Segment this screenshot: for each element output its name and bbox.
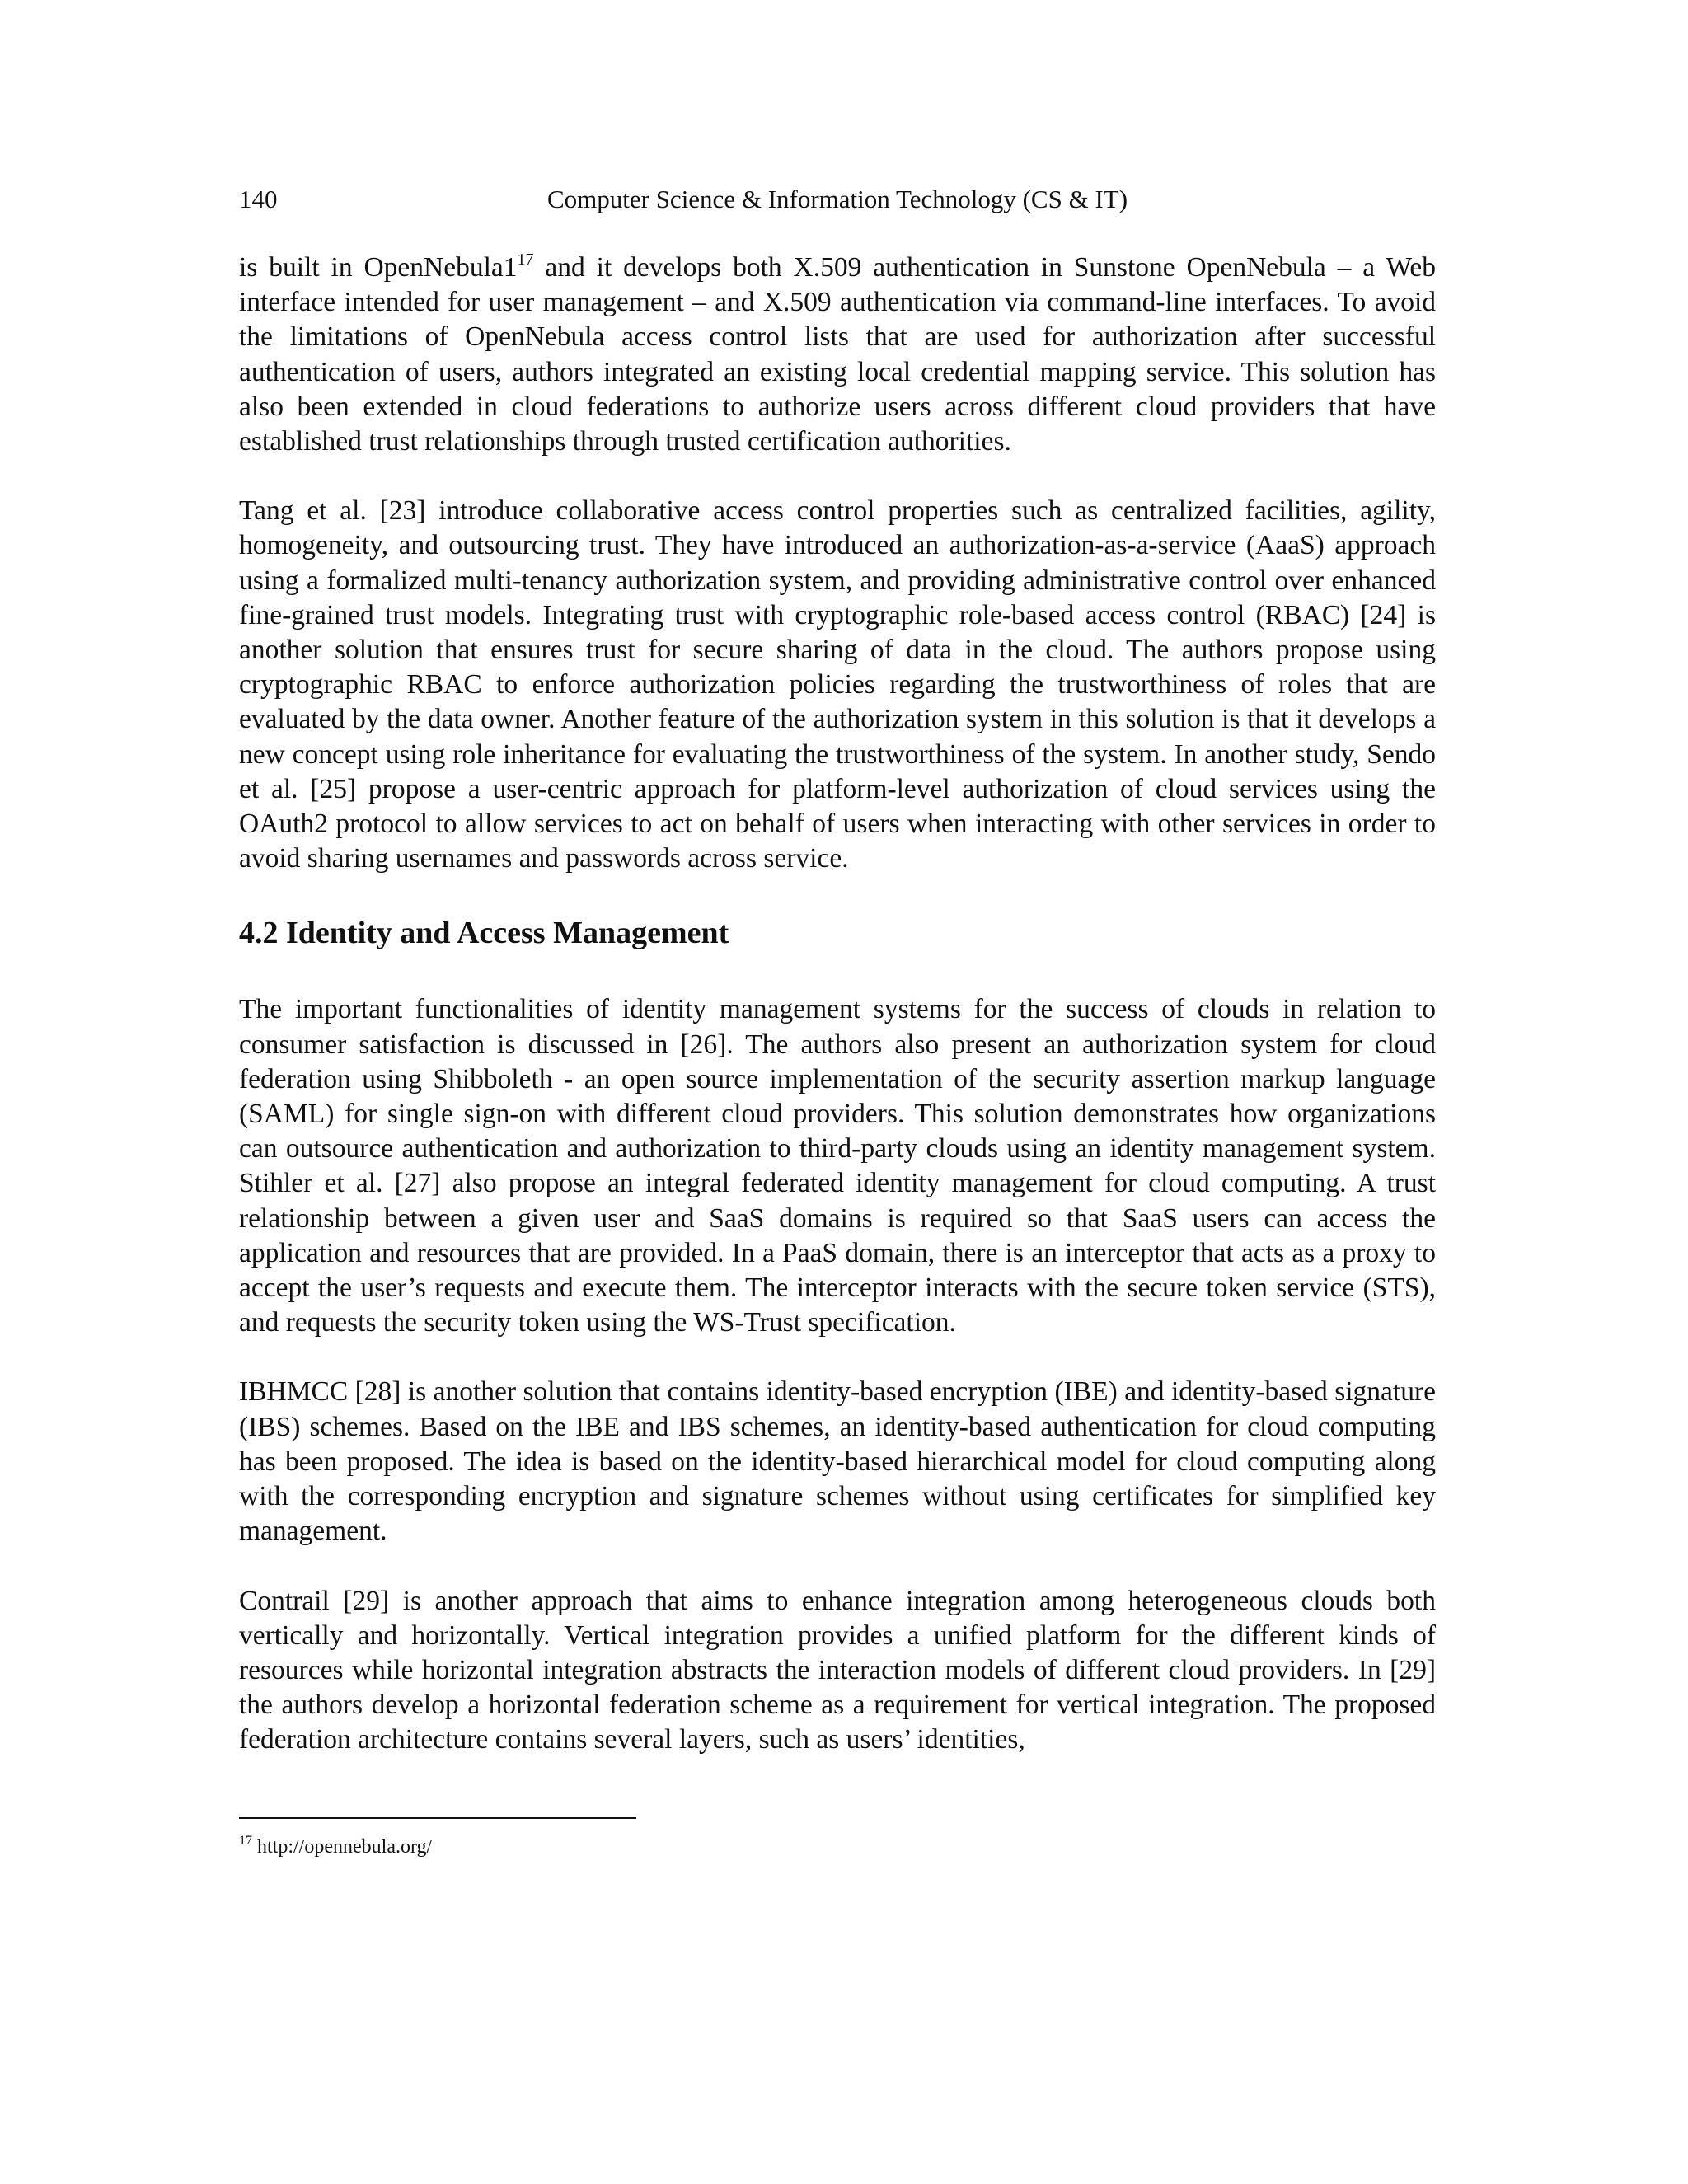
paragraph-ibhmcc: IBHMCC [28] is another solution that contains identity-based encryption (IBE) and identity-based signature (IBS) schemes. Based on the IBE and IBS schemes, an identity-based authentication for cloud computing has been proposed. The idea is based on the identity-based hierarchical model for cloud computing along with the corresponding encryption and signature schemes without using certificates for simplified key management. bbox=[239, 1376, 1436, 1547]
footnote bbox=[239, 1834, 1436, 1860]
journal-title: Computer Science & Information Technology (CS & IT) bbox=[546, 185, 1128, 213]
paragraph-identity-management: The important functionalities of identity management systems for the success of clouds in relation to consumer satisfaction is discussed in [26]. The authors also present an authorization system for cloud federation using Shibboleth - an open source implementation of the security assertion markup language (SAML) for single sign-on with different cloud providers. This solution demonstrates how organizations can outsource authentication and authorization to third-party clouds using an identity management system. Stihler et al. [27] also propose an integral federated identity management for cloud computing. A trust relationship between a given user and SaaS domains is required so that SaaS users can access the application and resources that are provided. In a PaaS domain, there is an interceptor that acts as a proxy to accept the user’s requests and execute them. The interceptor interacts with the secure token service (STS), and requests the security token using the WS-Trust specification. bbox=[239, 994, 1436, 1338]
footnote-link-text: http://opennebula.org/ bbox=[252, 1835, 433, 1858]
footnote-marker: 17 bbox=[239, 1833, 252, 1848]
page-number: 140 bbox=[239, 185, 278, 213]
footnote-divider bbox=[239, 1817, 636, 1819]
section-heading: 4.2 Identity and Access Management bbox=[239, 916, 729, 951]
paragraph-tang: Tang et al. [23] introduce collaborative access control properties such as centralized facilities, agility, homogeneity, and outsourcing trust. They have introduced an authorization-as-a-service (AaaS) approach using a formalized multi-tenancy authorization system, and providing administrative control over enhanced fine-grained trust models. Integrating trust with cryptographic role-based access control (RBAC) [24] is another solution that ensures trust for secure sharing of data in the cloud. The authors propose using cryptographic RBAC to enforce authorization policies regarding the trustworthiness of roles that are evaluated by the data owner. Another feature of the authorization system in this solution is that it develops a new concept using role inheritance for evaluating the trustworthiness of the system. In another study, Sendo et al. [25] propose a user-centric approach for platform-level authorization of cloud services using the OAuth2 protocol to allow services to act on behalf of users when interacting with other services in order to avoid sharing usernames and passwords across service. bbox=[239, 495, 1436, 874]
running-header bbox=[239, 181, 1436, 218]
paragraph-contrail: Contrail [29] is another approach that aims to enhance integration among heterogeneous clouds both vertically and horizontally. Vertical integration provides a unified platform for the different kinds of resources while horizontal integration abstracts the interaction models of different cloud providers. In [29] the authors develop a horizontal federation scheme as a requirement for vertical integration. The proposed federation architecture contains several layers, such as users’ identities, bbox=[239, 1585, 1436, 1755]
paragraph-text: is built in OpenNebula1 bbox=[239, 252, 518, 283]
paragraph-text: and it develops both X.509 authentication in Sunstone OpenNebula – a Web interface intended for user management – and X.509 authentication via command-line interfaces. To avoid the limitations of OpenNebula access control lists that are used for authorization after successful authentication of users, authors integrated an existing local credential mapping service. This solution has also been extended in cloud federations to authorize users across different cloud providers that have established trust relationships through trusted certification authorities. bbox=[239, 252, 1437, 457]
paper-page bbox=[239, 181, 1436, 1860]
footnote-reference: 17 bbox=[517, 251, 534, 269]
paragraph-opennebula bbox=[239, 251, 1436, 459]
